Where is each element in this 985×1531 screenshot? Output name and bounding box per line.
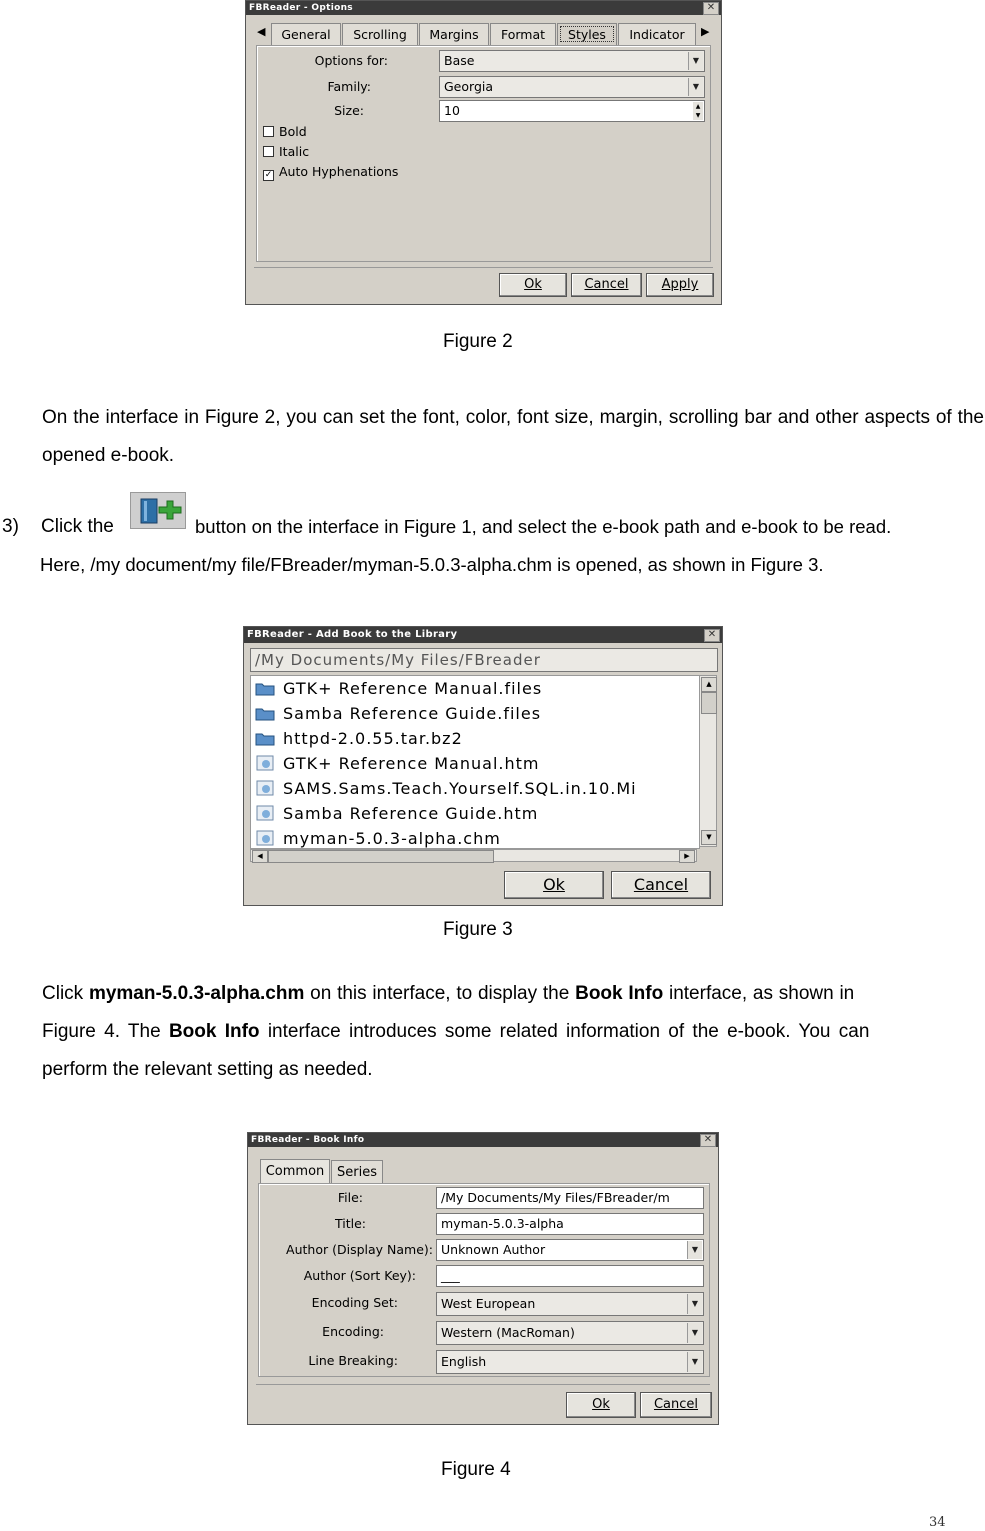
tab-scrolling[interactable]: Scrolling	[342, 23, 418, 45]
paragraph-1: On the interface in Figure 2, you can set the font, color, font size, margin, scrolling bar and other aspects of the opened e-book.	[42, 407, 984, 466]
page-number: 34	[929, 1515, 946, 1530]
encoding-set-select[interactable]	[436, 1292, 704, 1316]
tab-series[interactable]: Series	[331, 1160, 383, 1183]
folder-icon	[255, 703, 275, 717]
para2-mid2: interface, as shown in	[668, 983, 855, 1004]
close-icon[interactable]: ✕	[703, 2, 719, 15]
close-icon[interactable]: ✕	[700, 1134, 716, 1147]
file-name: GTK+ Reference Manual.files	[283, 679, 543, 698]
file-name: GTK+ Reference Manual.htm	[283, 754, 540, 773]
figure4-caption: Figure 4	[441, 1459, 511, 1480]
author-sort-label: Author (Sort Key):	[303, 1268, 416, 1283]
document-icon	[255, 828, 275, 842]
list-item[interactable]	[255, 826, 501, 849]
list-item[interactable]	[255, 776, 637, 801]
add-book-window	[243, 626, 723, 906]
figure2-caption: Figure 2	[443, 331, 513, 352]
scroll-thumb[interactable]	[268, 850, 494, 863]
para2-bookinfo: Book Info	[575, 983, 664, 1004]
file-name: Samba Reference Guide.files	[283, 704, 542, 723]
file-name: SAMS.Sams.Teach.Yourself.SQL.in.10.Mi	[283, 779, 637, 798]
encoding-label: Encoding:	[322, 1324, 384, 1339]
scroll-down-icon[interactable]: ▼	[701, 830, 717, 845]
divider	[256, 1384, 710, 1385]
file-name: myman-5.0.3-alpha.chm	[283, 829, 501, 848]
path-input[interactable]: /My Documents/My Files/FBreader	[250, 648, 718, 672]
apply-button[interactable]: Apply	[646, 273, 714, 297]
options-for-label: Options for:	[314, 53, 388, 68]
list-item[interactable]	[255, 726, 463, 751]
scroll-up-icon[interactable]: ▲	[701, 677, 717, 692]
chevron-down-icon: ▼	[688, 78, 703, 96]
tab-format[interactable]: Format	[490, 23, 556, 45]
paragraph-2-line1	[42, 975, 984, 1013]
ok-button[interactable]: Ok	[499, 273, 567, 297]
chevron-down-icon: ▼	[687, 1241, 702, 1259]
list-item[interactable]	[255, 751, 539, 776]
para2-mid1: on this interface, to display the	[310, 983, 570, 1004]
line-breaking-value: English	[441, 1354, 487, 1369]
horizontal-scrollbar[interactable]	[250, 849, 697, 862]
chevron-down-icon: ▼	[688, 52, 703, 70]
document-icon	[255, 753, 275, 767]
divider	[254, 267, 713, 268]
spin-arrows-icon[interactable]: ▲ ▼	[693, 102, 703, 120]
para2-click: Click	[42, 983, 84, 1004]
cancel-button[interactable]: Cancel	[571, 273, 642, 297]
family-label: Family:	[327, 79, 371, 94]
bold-label: Bold	[279, 124, 307, 139]
paragraph-2-line3: perform the relevant setting as needed.	[42, 1059, 373, 1080]
book-info-window-title: FBReader - Book Info	[248, 1133, 718, 1147]
options-window	[245, 0, 722, 305]
tab-indicator[interactable]: Indicator	[618, 23, 696, 45]
encoding-set-label: Encoding Set:	[311, 1295, 398, 1310]
tab-scroll-right-icon[interactable]: ▶	[701, 25, 710, 38]
bold-checkbox[interactable]	[263, 124, 307, 139]
para2-line2-bookinfo: Book Info	[168, 1021, 260, 1042]
scroll-left-icon[interactable]: ◀	[252, 850, 268, 863]
add-book-window-title: FBReader - Add Book to the Library	[244, 627, 722, 643]
list-item[interactable]	[255, 801, 538, 826]
folder-icon	[255, 728, 275, 742]
para2-file: myman-5.0.3-alpha.chm	[88, 983, 305, 1004]
line-breaking-label: Line Breaking:	[308, 1353, 398, 1368]
author-display-label: Author (Display Name):	[286, 1242, 433, 1257]
italic-checkbox[interactable]	[263, 144, 309, 159]
close-icon[interactable]: ✕	[704, 629, 720, 642]
vertical-scrollbar[interactable]	[699, 675, 717, 847]
encoding-value: Western (MacRoman)	[441, 1325, 575, 1340]
author-display-select[interactable]	[436, 1239, 704, 1261]
cancel-button[interactable]: Cancel	[611, 871, 711, 899]
ok-button[interactable]: Ok	[504, 871, 604, 899]
file-label: File:	[337, 1190, 363, 1205]
file-list[interactable]	[250, 675, 700, 849]
file-name: Samba Reference Guide.htm	[283, 804, 539, 823]
step3-number: 3)	[2, 516, 19, 537]
scroll-right-icon[interactable]: ▶	[679, 850, 695, 863]
ok-button[interactable]: Ok	[566, 1392, 636, 1418]
tab-common[interactable]: Common	[260, 1159, 330, 1183]
list-item[interactable]	[255, 676, 542, 701]
file-name: httpd-2.0.55.tar.bz2	[283, 729, 463, 748]
chevron-down-icon: ▼	[687, 1323, 702, 1343]
add-book-icon	[130, 492, 186, 529]
folder-icon	[255, 678, 275, 692]
document-icon	[255, 803, 275, 817]
tab-general[interactable]: General	[271, 23, 341, 45]
title-field[interactable]: myman-5.0.3-alpha	[436, 1213, 704, 1235]
author-display-value: Unknown Author	[441, 1242, 546, 1257]
chevron-down-icon: ▼	[687, 1352, 702, 1372]
encoding-select[interactable]	[436, 1321, 704, 1345]
paragraph-2-line2	[42, 1013, 984, 1051]
para2-line2-a: Figure 4. The	[42, 1021, 161, 1042]
options-for-value: Base	[444, 53, 475, 68]
line-breaking-select[interactable]	[436, 1350, 704, 1374]
tab-scroll-left-icon[interactable]: ◀	[257, 25, 266, 38]
size-spinbox[interactable]	[439, 100, 705, 122]
book-info-window	[247, 1132, 719, 1425]
auto-hyphenations-label: Auto Hyphenations	[279, 164, 399, 179]
italic-label: Italic	[279, 144, 310, 159]
checkmark-icon: ✓	[264, 170, 273, 180]
document-icon	[255, 778, 275, 792]
checkbox-box	[263, 126, 274, 137]
figure3-caption: Figure 3	[443, 919, 513, 940]
size-value: 10	[444, 103, 460, 118]
step3-after: button on the interface in Figure 1, and select the e-book path and e-book to be read.	[195, 516, 892, 537]
family-select[interactable]	[439, 76, 705, 98]
scroll-thumb[interactable]	[701, 692, 717, 714]
author-sort-field[interactable]: ___	[436, 1265, 704, 1287]
chevron-down-icon: ▼	[687, 1294, 702, 1314]
list-item[interactable]	[255, 701, 541, 726]
checkbox-box	[263, 146, 274, 157]
tab-margins[interactable]: Margins	[419, 23, 489, 45]
step3-click-the: Click the	[41, 516, 114, 537]
step3-line2: Here, /my document/my file/FBreader/myman-5.0.3-alpha.chm is opened, as shown in Figure 3.	[40, 554, 824, 575]
encoding-set-value: West European	[441, 1296, 536, 1311]
options-window-title: FBReader - Options	[246, 1, 721, 15]
size-label: Size:	[334, 103, 364, 118]
tab-styles[interactable]: Styles	[557, 23, 617, 45]
family-value: Georgia	[444, 79, 494, 94]
file-field[interactable]: /My Documents/My Files/FBreader/m	[436, 1187, 704, 1209]
cancel-button[interactable]: Cancel	[640, 1392, 712, 1418]
para2-line2-b: interface introduces some related information of the e-book. You can	[267, 1021, 870, 1042]
auto-hyphenations-checkbox[interactable]	[263, 164, 398, 181]
title-label: Title:	[335, 1216, 366, 1231]
options-for-select[interactable]	[439, 50, 705, 72]
